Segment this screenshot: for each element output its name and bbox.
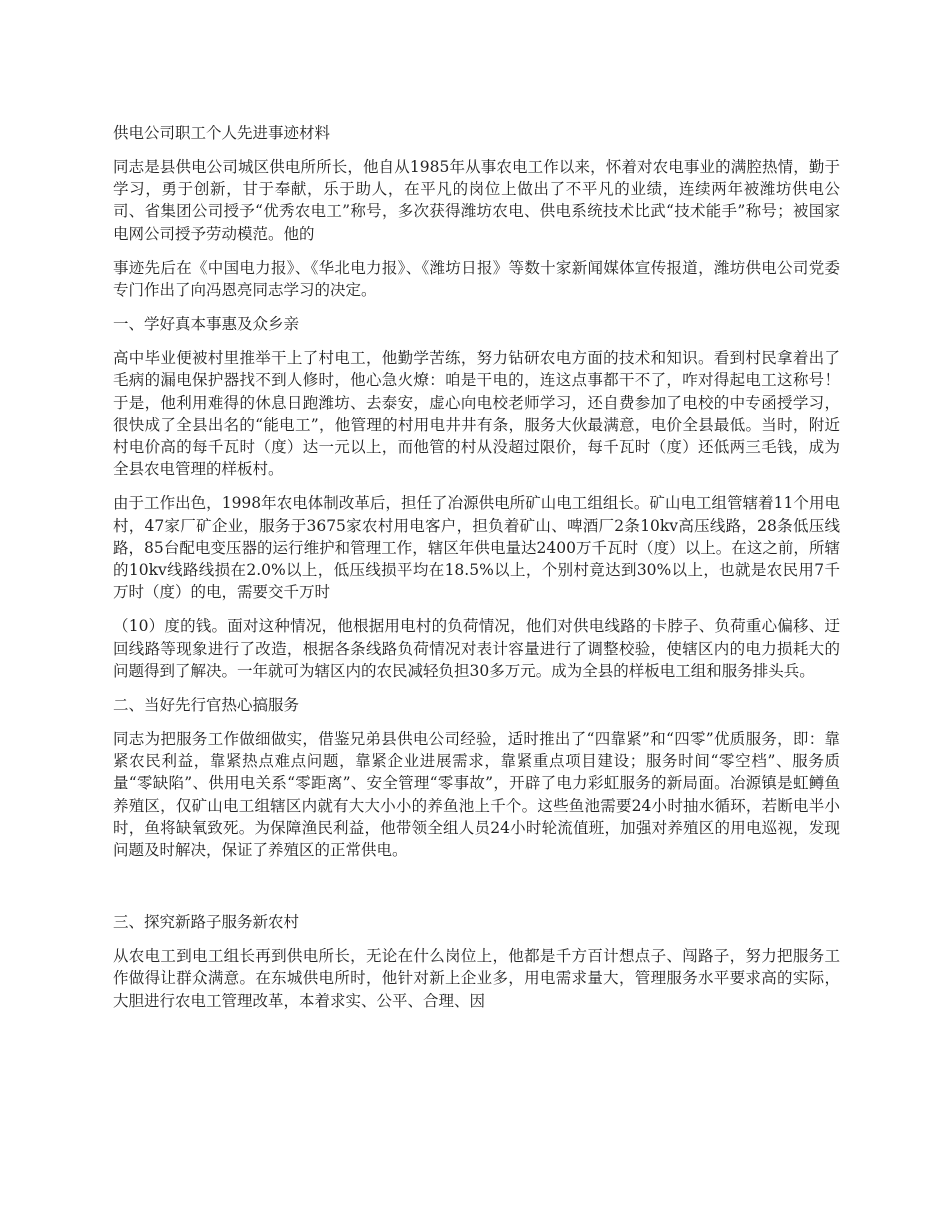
section1-paragraph-2: 由于工作出色，1998年农电体制改革后，担任了冶源供电所矿山电工组组长。矿山电工组管辖着11个用电村，47家厂矿企业，服务于3675家农村用电客户，担负着矿山、啤酒厂2条10kv高压线路，28条低压线路，85台配电变压器的运行维护和管理工作，辖区年供电量达2400万千瓦时（度）以上。在这之前，所辖的10kv线路线损在2.0%以上，低压线损平均在18.5%以上，个别村竟达到30%以上，也就是农民用7千万时（度）的电，需要交千万时 [113,494,840,602]
section1-paragraph-3: （10）度的钱。面对这种情况，他根据用电村的负荷情况，他们对供电线路的卡脖子、负荷重心偏移、迂回线路等现象进行了改造，根据各条线路负荷情况对表计容量进行了调整校验，使辖区内的电力损耗大的问题得到了解决。一年就可为辖区内的农民减轻负担30多万元。成为全县的样板电工组和服务排头兵。 [113,617,840,680]
section-heading-2: 二、当好先行官热心搞服务 [113,696,300,715]
section-heading-1: 一、学好真本事惠及众乡亲 [113,315,300,334]
section3-paragraph-1: 从农电工到电工组长再到供电所长，无论在什么岗位上，他都是千方百计想点子、闯路子，努力把服务工作做得让群众满意。在东城供电所时，他针对新上企业多，用电需求量大，管理服务水平要求高的实际，大胆进行农电工管理改革，本着求实、公平、合理、因 [113,947,840,1010]
section-spacer [113,873,840,911]
intro-paragraph-2: 事迹先后在《中国电力报》、《华北电力报》、《潍坊日报》等数十家新闻媒体宣传报道，潍坊供电公司党委专门作出了向冯恩亮同志学习的决定。 [113,258,840,300]
section1-paragraph-1: 高中毕业便被村里推举干上了村电工，他勤学苦练，努力钻研农电方面的技术和知识。看到村民拿着出了毛病的漏电保护器找不到人修时，他心急火燎：咱是干电的，连这点事都干不了，咋对得起电工这称号！于是，他利用难得的休息日跑潍坊、去泰安，虚心向电校老师学习，还自费参加了电校的中专函授学习，很快成了全县出名的“能电工”，他管理的村用电井井有条，服务大伙最满意，电价全县最低。当时，附近村电价高的每千瓦时（度）达一元以上，而他管的村从没超过限价，每千瓦时（度）还低两三毛钱，成为全县农电管理的样板村。 [113,349,840,479]
section2-paragraph-1: 同志为把服务工作做细做实，借鉴兄弟县供电公司经验，适时推出了“四靠紧”和“四零”优质服务，即：靠紧农民利益，靠紧热点难点问题，靠紧企业进展需求，靠紧重点项目建设；服务时间“零空档”、服务质量“零缺陷”、供用电关系“零距离”、安全管理“零事故”，开辟了电力彩虹服务的新局面。冶源镇是虹鳟鱼养殖区，仅矿山电工组辖区内就有大大小小的养鱼池上千个。这些鱼池需要24小时抽水循环，若断电半小时，鱼将缺氧致死。为保障渔民利益，他带领全组人员24小时轮流值班，加强对养殖区的用电巡视，发现问题及时解决，保证了养殖区的正常供电。 [113,730,840,860]
document-page [113,122,840,1024]
section-heading-3: 三、探究新路子服务新农村 [113,913,300,932]
intro-paragraph-1: 同志是县供电公司城区供电所所长，他自从1985年从事农电工作以来，怀着对农电事业的满腔热情，勤于学习，勇于创新，甘于奉献，乐于助人，在平凡的岗位上做出了不平凡的业绩，连续两年被潍坊供电公司、省集团公司授予“优秀农电工”称号，多次获得潍坊农电、供电系统技术比武“技术能手”称号；被国家电网公司授予劳动模范。他的 [113,158,840,243]
document-title: 供电公司职工个人先进事迹材料 [113,124,331,142]
